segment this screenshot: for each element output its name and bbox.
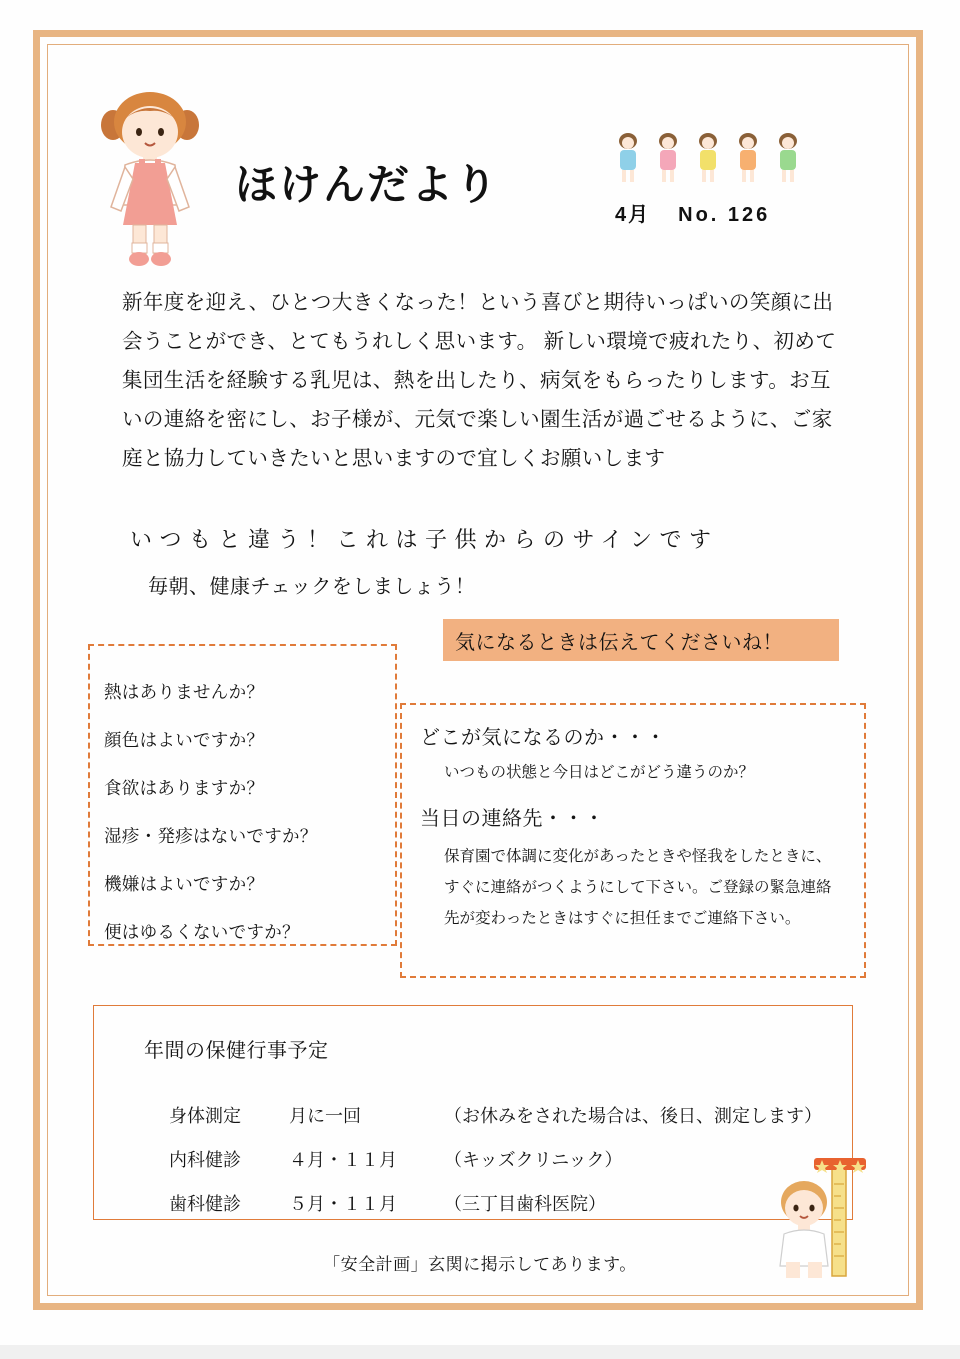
- bottom-strip: [0, 1345, 960, 1359]
- morning-check-panel: [88, 644, 397, 946]
- schedule-event-when: ５月・１１月: [289, 1194, 397, 1214]
- detail-subtext-1: いつもの状態と今日はどこがどう違うのか？: [444, 764, 755, 781]
- five-children-illustration-icon: [610, 128, 820, 190]
- issue-number: No. 126: [678, 204, 771, 226]
- schedule-table: [169, 1094, 822, 1226]
- table-row: [169, 1138, 822, 1182]
- list-item: 便はゆるくないですか？: [104, 922, 300, 942]
- issue-info: [615, 198, 770, 227]
- intro-subheading-2: 毎朝、健康チェックをしましょう！: [148, 576, 476, 598]
- list-item: 湿疹・発疹はないですか？: [104, 826, 318, 846]
- intro-subheading: いつもと違う！これは子供からのサインです: [130, 527, 719, 552]
- intro-paragraph: 新年度を迎え、ひとつ大きくなった！という喜びと期待いっぱいの笑顔に出会うことができ、とてもうれしく思います。 新しい環境で疲れたり、初めて集団生活を経験する乳児は、熱を出したり、病気をもらったりします。お互いの連絡を密にし、お子様が、元気で楽しい園生活が過ごせるように、ご家庭と協力していきたいと思いますので宜しくお願いします: [122, 291, 837, 470]
- schedule-event-when: 月に一回: [289, 1106, 361, 1126]
- contact-detail-panel: [400, 703, 866, 978]
- schedule-event-note: （キッズクリニック）: [444, 1150, 623, 1170]
- schedule-event-name: 内科健診: [169, 1150, 241, 1170]
- detail-heading-1: どこが気になるのか・・・: [420, 727, 666, 749]
- highlight-banner: 気になるときは伝えてくださいね！: [443, 619, 839, 661]
- schedule-event-name: 身体測定: [169, 1106, 241, 1126]
- schedule-event-note: （三丁目歯科医院）: [444, 1194, 606, 1214]
- schedule-event-when: ４月・１１月: [289, 1150, 397, 1170]
- list-item: 機嫌はよいですか？: [104, 874, 265, 894]
- list-item: 顔色はよいですか？: [104, 730, 265, 750]
- list-item: 熱はありませんか？: [104, 682, 265, 702]
- issue-month: 4月: [615, 204, 651, 226]
- girl-illustration-icon: [95, 85, 205, 275]
- list-item: 食欲はありますか？: [104, 778, 265, 798]
- detail-heading-2: 当日の連絡先・・・: [420, 808, 605, 830]
- table-row: [169, 1094, 822, 1138]
- schedule-event-note: （お休みをされた場合は、後日、測定します）: [444, 1106, 822, 1126]
- header: [70, 80, 890, 280]
- schedule-title: 年間の保健行事予定: [144, 1040, 329, 1062]
- table-row: [169, 1182, 822, 1226]
- detail-body-2: 保育園で体調に変化があったときや怪我をしたときに、すぐに連絡がつくようにして下さい。ご登録の緊急連絡先が変わったときはすぐに担任までご連絡下さい。: [444, 848, 832, 927]
- yearly-schedule-panel: [93, 1005, 853, 1220]
- page-title: ほけんだより: [235, 161, 500, 208]
- schedule-event-name: 歯科健診: [169, 1194, 241, 1214]
- footer-note: 「安全計画」玄関に掲示してあります。: [323, 1255, 637, 1274]
